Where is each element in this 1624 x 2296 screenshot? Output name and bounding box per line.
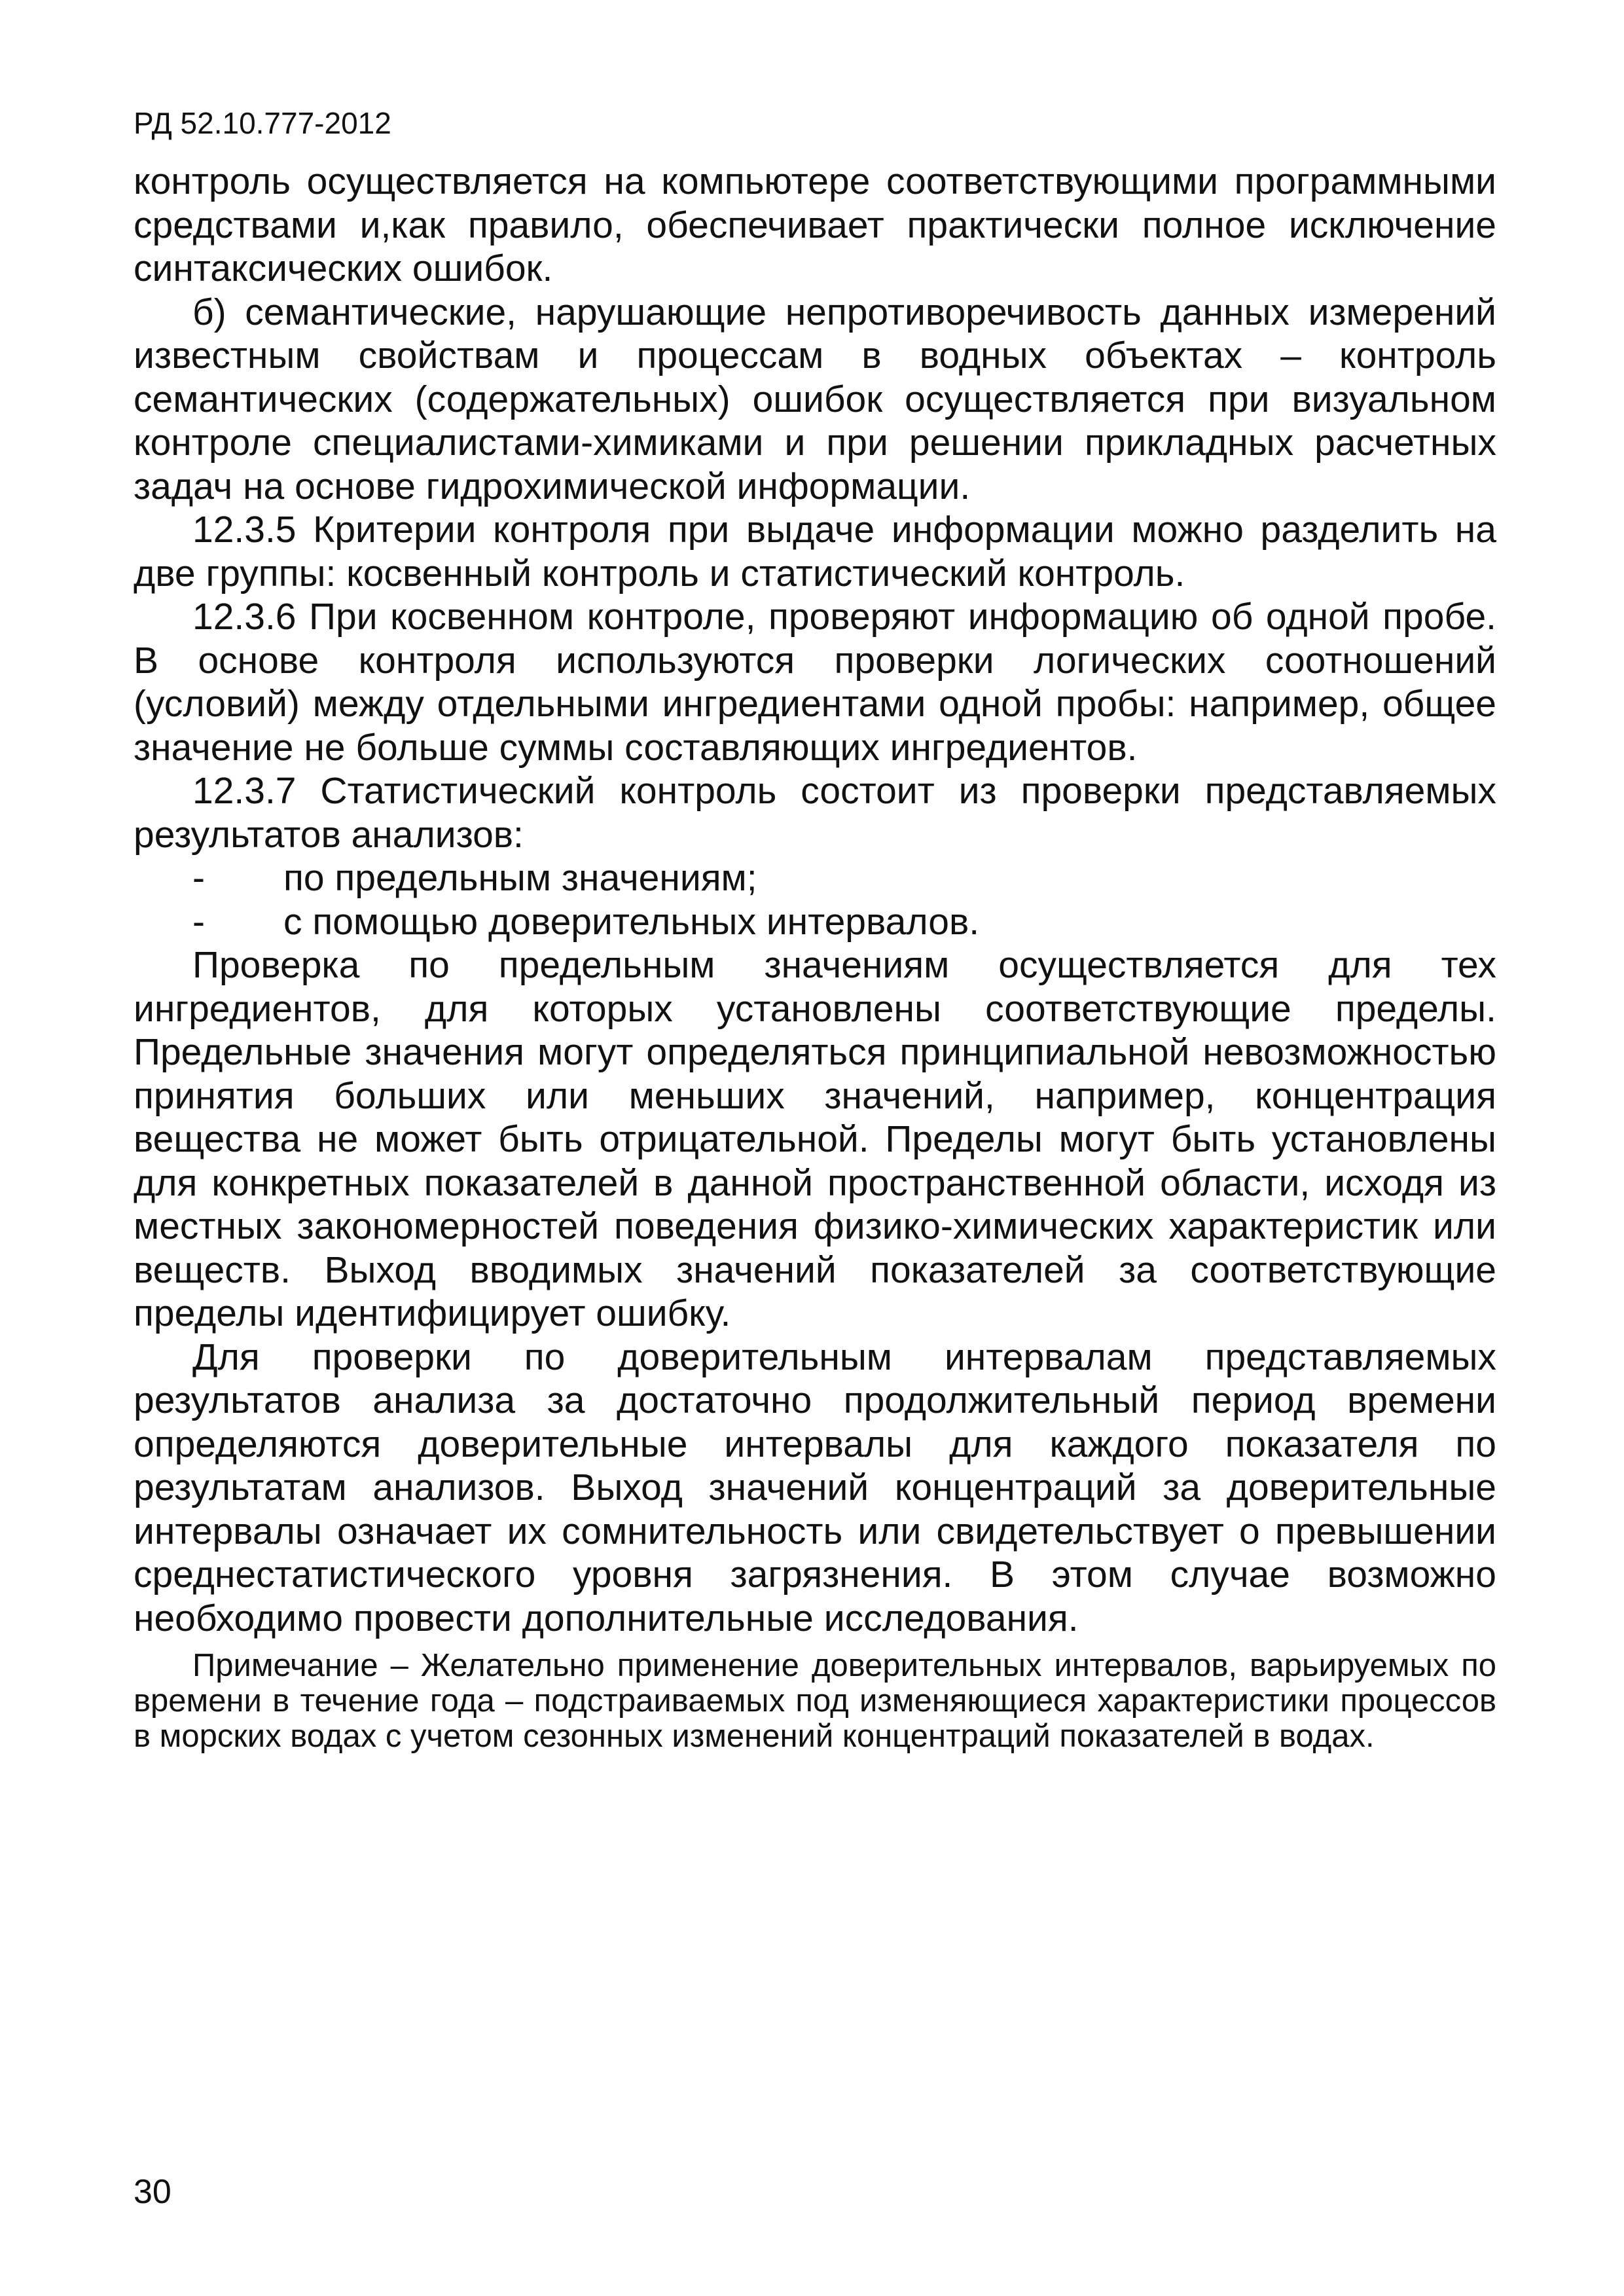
note-paragraph: Примечание – Желательно применение доверительных интервалов, варьируемых по времени в течение года – подстраиваемых под изменяющиеся характеристики процессов в морских водах с учетом сезонных изменений концентраций показателей в водах. [134, 1648, 1496, 1754]
list-dash: - [192, 900, 205, 943]
paragraph-confidence-intervals: Для проверки по доверительным интервалам представляемых результатов анализа за достаточно продолжительный период времени определяются доверительные интервалы для каждого показателя по результатам анализов. Выход значений концентраций за доверительные интервалы означает их сомнительность или свидетельствует о превышении среднестатистического уровня загрязнения. В этом случае возможно необходимо провести дополнительные исследования. [134, 1336, 1496, 1639]
paragraph-semantic-errors: б) семантические, нарушающие непротиворечивость данных измерений известным свойствам и процессам в водных объектах – контроль семантических (содержательных) ошибок осуществляется при визуальном контроле специалистами-химиками и при решении прикладных расчетных задач на основе гидрохимической информации. [134, 291, 1496, 507]
list-item-text: по предельным значениям; [283, 857, 757, 899]
paragraph-syntax-control: контроль осуществляется на компьютере соответствующими программными средствами и,как правило, обеспечивает практически полное исключение синтаксических ошибок. [134, 160, 1496, 289]
document-code-header: РД 52.10.777-2012 [134, 106, 391, 140]
page-body [134, 160, 1496, 1754]
paragraph-12-3-7: 12.3.7 Статистический контроль состоит из проверки представляемых результатов анализов: [134, 770, 1496, 856]
paragraph-limit-values: Проверка по предельным значениям осуществляется для тех ингредиентов, для которых установлены соответствующие пределы. Предельные значения могут определяться принципиальной невозможностью принятия больших или меньших значений, например, концентрация вещества не может быть отрицательной. Пределы могут быть установлены для конкретных показателей в данной пространственной области, исходя из местных закономерностей поведения физико-химических характеристик или веществ. Выход вводимых значений показателей за соответствующие пределы идентифицирует ошибку. [134, 944, 1496, 1334]
list-item [134, 900, 1496, 944]
list-item [134, 856, 1496, 900]
page-number: 30 [134, 2173, 171, 2211]
paragraph-12-3-6: 12.3.6 При косвенном контроле, проверяют информацию об одной пробе. В основе контроля используются проверки логических соотношений (условий) между отдельными ингредиентами одной пробы: например, общее значение не больше суммы составляющих ингредиентов. [134, 596, 1496, 769]
paragraph-12-3-5: 12.3.5 Критерии контроля при выдаче информации можно разделить на две группы: косвенный контроль и статистический контроль. [134, 509, 1496, 594]
list-item-text: с помощью доверительных интервалов. [283, 900, 980, 943]
list-dash: - [192, 857, 205, 899]
